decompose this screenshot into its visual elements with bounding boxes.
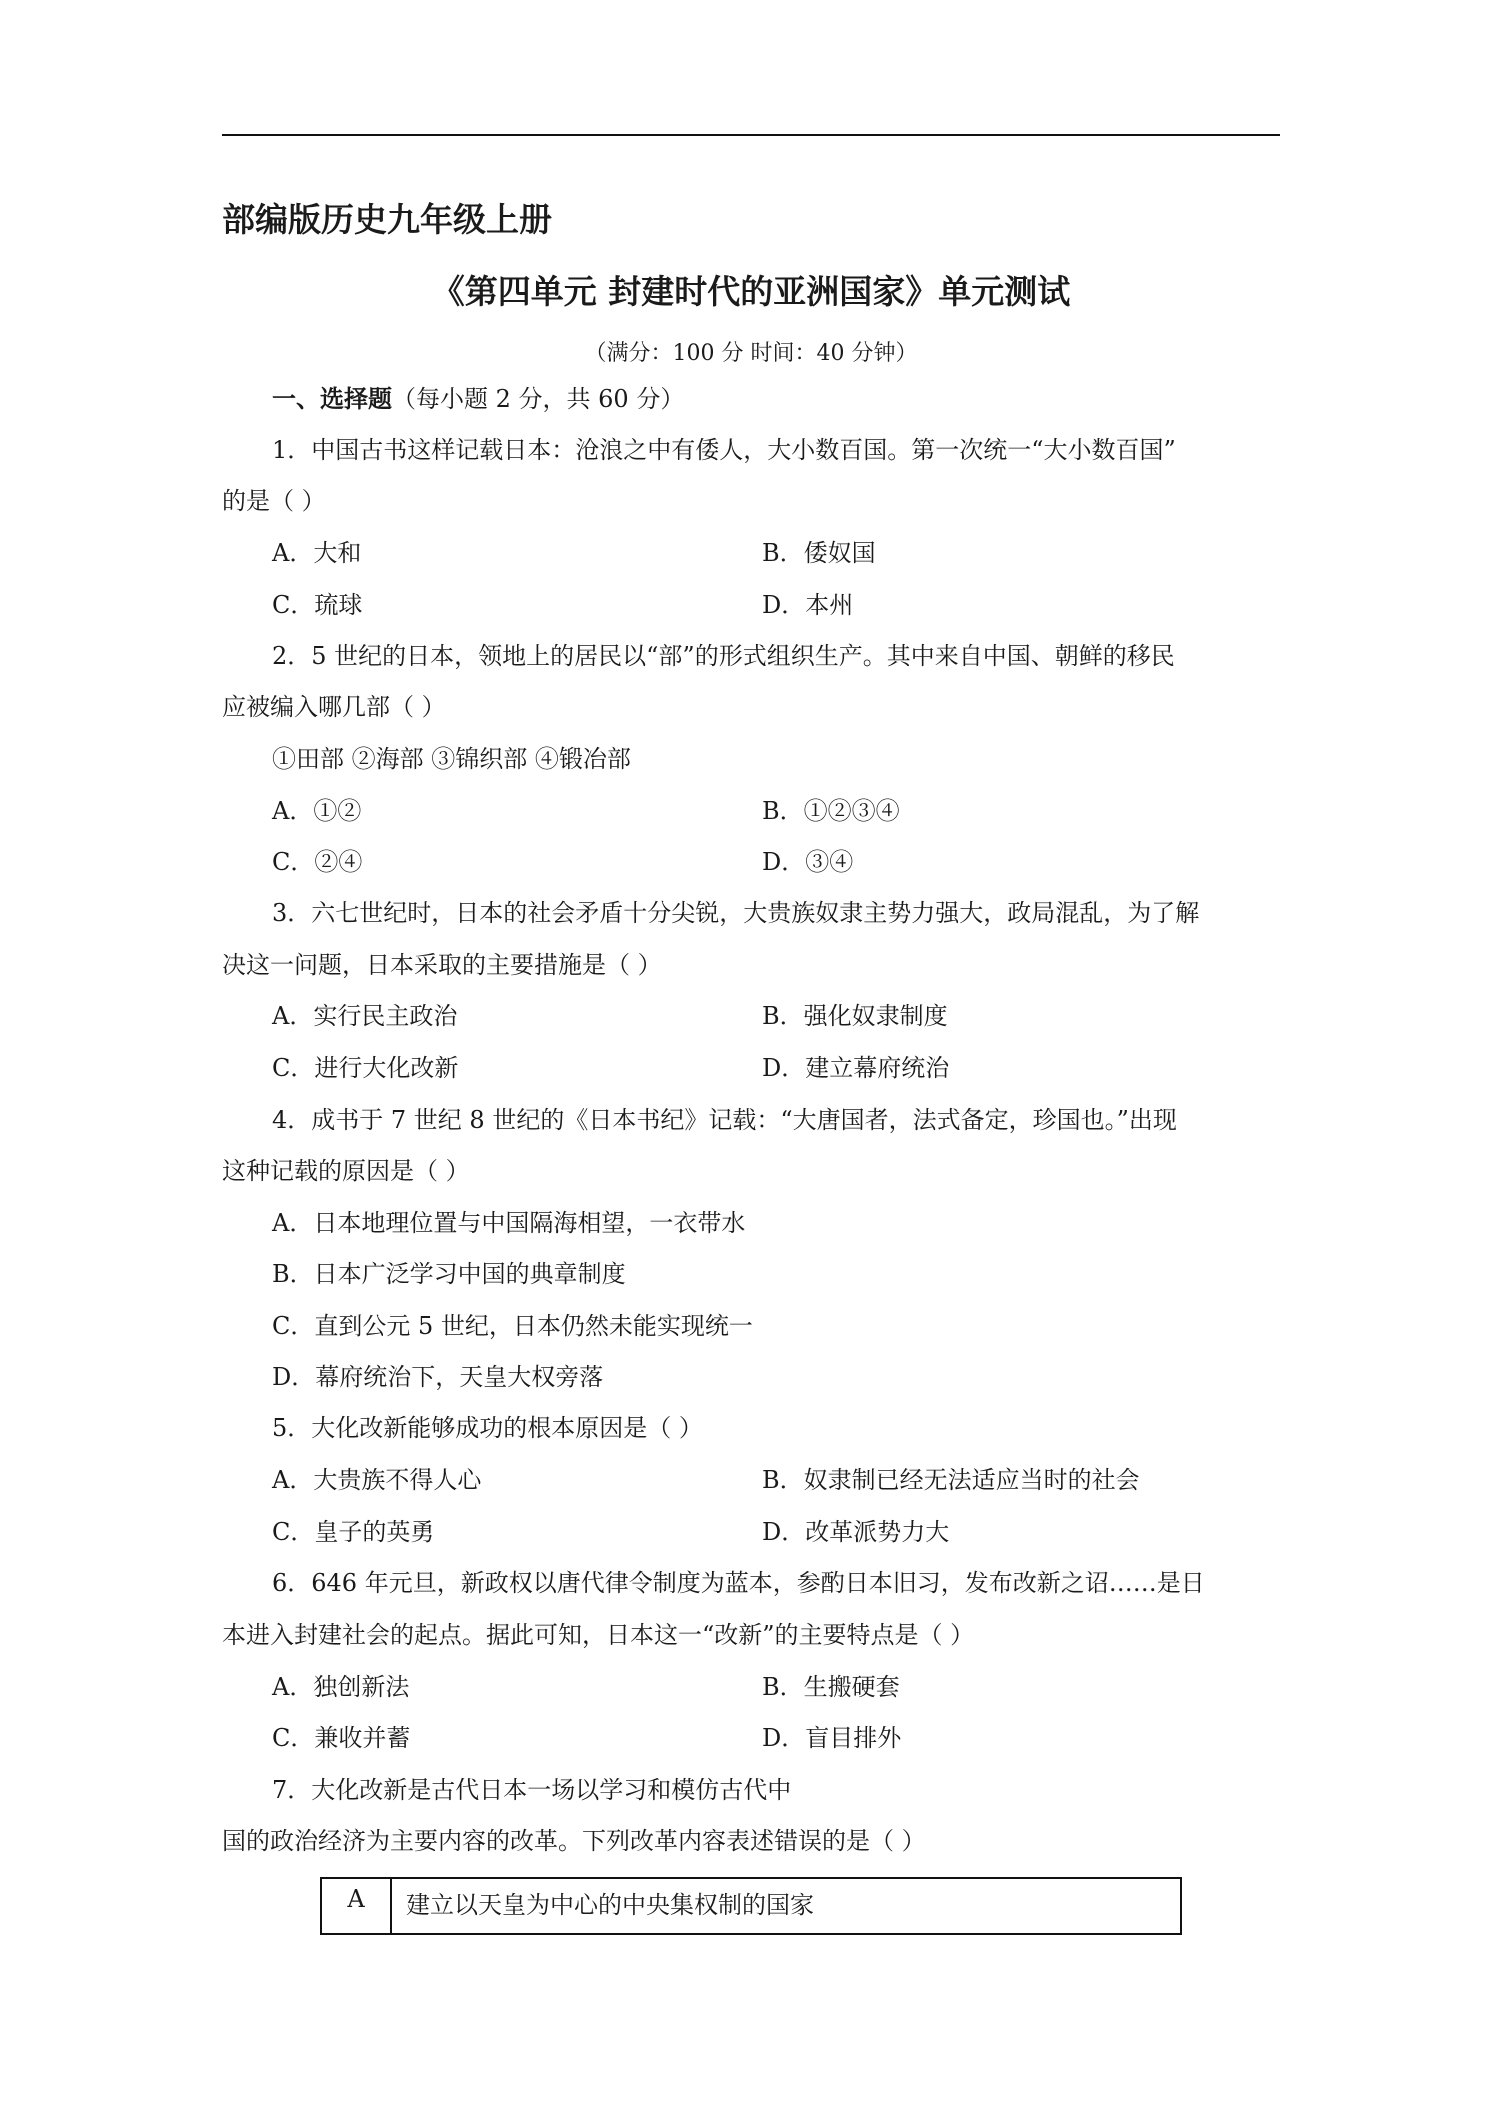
section-note: （每小题 2 分，共 60 分） bbox=[392, 385, 685, 413]
question-4-line-2: 这种记载的原因是（ ） bbox=[222, 1157, 470, 1185]
question-5-line-1: 5．大化改新能够成功的根本原因是（ ） bbox=[272, 1414, 703, 1442]
q6-option-c: C．兼收并蓄 bbox=[272, 1724, 411, 1752]
q6-option-d: D．盲目排外 bbox=[762, 1724, 902, 1752]
question-7-line-2 bbox=[222, 1826, 926, 1856]
question-4-line-1: 4．成书于 7 世纪 8 世纪的《日本书纪》记载：“大唐国者，法式备定，珍国也。”出现 bbox=[272, 1106, 1177, 1134]
question-7-line-1: 7．大化改新是古代日本一场以学习和模仿古代中 bbox=[272, 1776, 792, 1804]
question-3-line-2: 决这一问题，日本采取的主要措施是（ ） bbox=[222, 951, 662, 979]
q7-options-table bbox=[320, 1877, 1182, 1935]
question-7-line-2-text: 国的政治经济为主要内容的改革。下列改革内容表述错误的是（ ） bbox=[222, 1827, 926, 1855]
q6-option-a: A．独创新法 bbox=[272, 1673, 410, 1701]
document-title: 部编版历史九年级上册 bbox=[222, 200, 552, 239]
question-2-line-1: 2．5 世纪的日本，领地上的居民以“部”的形式组织生产。其中来自中国、朝鲜的移民 bbox=[272, 642, 1175, 670]
table-cell-letter: A bbox=[321, 1878, 391, 1934]
q1-option-d: D．本州 bbox=[762, 591, 854, 619]
q2-option-c: C．②④ bbox=[272, 848, 363, 876]
q3-option-c: C．进行大化改新 bbox=[272, 1054, 459, 1082]
q2-choices-list: ①田部 ②海部 ③锦织部 ④锻冶部 bbox=[272, 745, 631, 773]
header-rule bbox=[222, 134, 1280, 136]
unit-test-title: 《第四单元 封建时代的亚洲国家》单元测试 bbox=[431, 272, 1071, 311]
section-label: 一、选择题 bbox=[272, 385, 392, 413]
question-1-line-2: 的是（ ） bbox=[222, 487, 326, 515]
q2-option-b: B．①②③④ bbox=[762, 797, 900, 825]
q4-option-d: D．幕府统治下，天皇大权旁落 bbox=[272, 1363, 604, 1391]
q5-option-b: B．奴隶制已经无法适应当时的社会 bbox=[762, 1466, 1140, 1494]
q1-option-a: A．大和 bbox=[272, 539, 362, 567]
question-3-line-1: 3．六七世纪时，日本的社会矛盾十分尖锐，大贵族奴隶主势力强大，政局混乱，为了解 bbox=[272, 899, 1200, 927]
q6-option-b: B．生搬硬套 bbox=[762, 1673, 900, 1701]
q5-option-a: A．大贵族不得人心 bbox=[272, 1466, 482, 1494]
question-6-line-2: 本进入封建社会的起点。据此可知，日本这一“改新”的主要特点是（ ） bbox=[222, 1621, 975, 1649]
score-time-info: （满分：100 分 时间：40 分钟） bbox=[584, 341, 918, 366]
table-row bbox=[321, 1878, 1181, 1934]
q4-option-c: C．直到公元 5 世纪，日本仍然未能实现统一 bbox=[272, 1312, 753, 1340]
q2-option-d: D．③④ bbox=[762, 848, 854, 876]
q2-option-a: A．①② bbox=[272, 797, 362, 825]
q1-option-b: B．倭奴国 bbox=[762, 539, 876, 567]
question-1-line-1: 1．中国古书这样记载日本：沧浪之中有倭人，大小数百国。第一次统一“大小数百国” bbox=[272, 436, 1176, 464]
question-2-line-2: 应被编入哪几部（ ） bbox=[222, 693, 446, 721]
q4-option-a: A．日本地理位置与中国隔海相望，一衣带水 bbox=[272, 1209, 746, 1237]
table-cell-text: 建立以天皇为中心的中央集权制的国家 bbox=[391, 1878, 1181, 1934]
section-heading bbox=[272, 384, 684, 414]
q1-option-c: C．琉球 bbox=[272, 591, 363, 619]
q5-option-d: D．改革派势力大 bbox=[762, 1518, 950, 1546]
q4-option-b: B．日本广泛学习中国的典章制度 bbox=[272, 1260, 626, 1288]
q3-option-a: A．实行民主政治 bbox=[272, 1002, 458, 1030]
question-6-line-1: 6．646 年元旦，新政权以唐代律令制度为蓝本，参酌日本旧习，发布改新之诏……是日 bbox=[272, 1569, 1205, 1597]
q5-option-c: C．皇子的英勇 bbox=[272, 1518, 435, 1546]
q3-option-d: D．建立幕府统治 bbox=[762, 1054, 950, 1082]
q3-option-b: B．强化奴隶制度 bbox=[762, 1002, 948, 1030]
